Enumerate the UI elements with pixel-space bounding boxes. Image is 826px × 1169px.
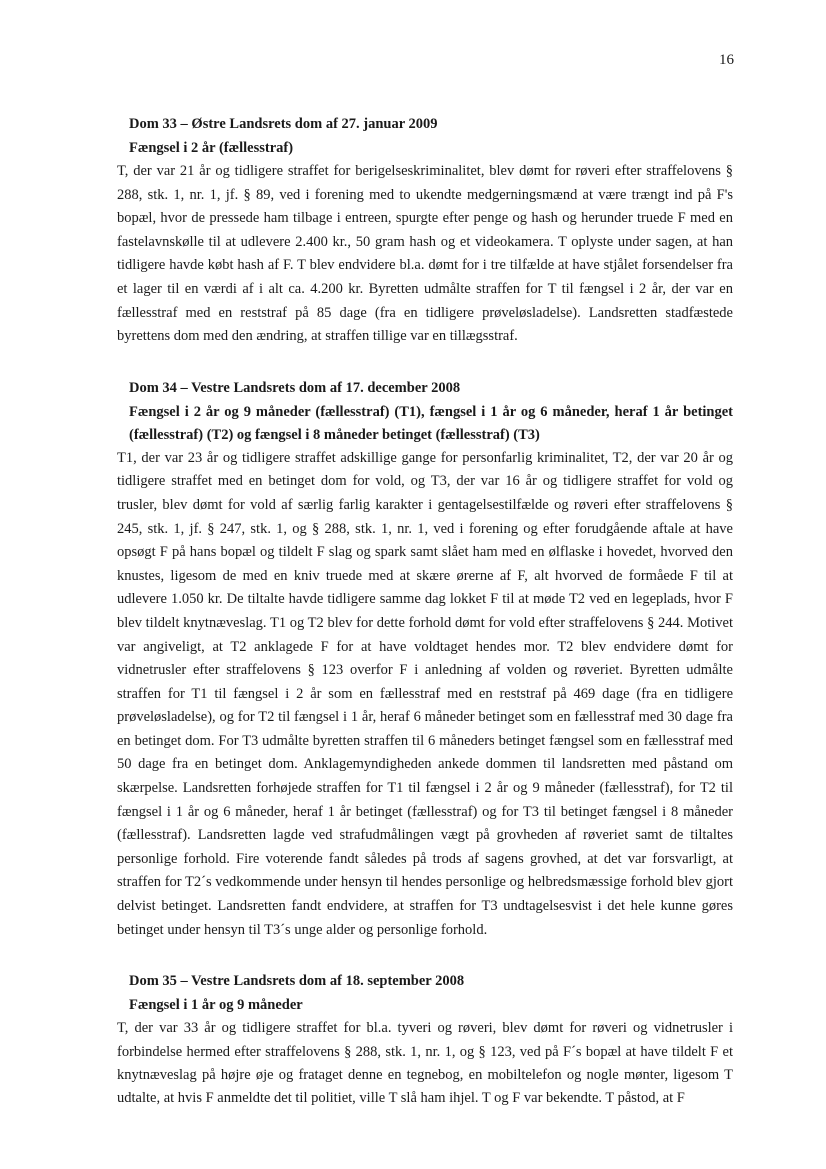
case-title: Dom 33 – Østre Landsrets dom af 27. januar 2009 xyxy=(129,116,438,132)
case-summary: T, der var 33 år og tidligere straffet for bl.a. tyveri og røveri, blev dømt for røveri og vidnetrusler i forbindelse hermed efter straffelovens § 288, stk. 1, nr. 1, og § 123, ved på F´s bopæl at have tildelt F et knytnæveslag på højre øje og frataget denne en tegnebog, en mobiltelefon og nogle mønter, ligesom T udtalte, at hvis F anmeldte det til politiet, ville T slå ham ihjel. T og F var bekendte. T påstod, at F xyxy=(117,1020,733,1107)
case-summary: T, der var 21 år og tidligere straffet for berigelseskriminalitet, blev dømt for røveri efter straffelovens § 288, stk. 1, nr. 1, jf. § 89, ved i forening med to ukendte medgerningsmænd at være trængt ind på F's bopæl, hvor de pressede ham tilbage i entreen, spurgte efter penge og hash og herunder truede F med en fastelavnskølle til at udlevere 2.400 kr., 50 gram hash og et videokamera. T oplyste under sagen, at han tidligere havde købt hash af F. T blev endvidere bl.a. dømt for i tre tilfælde at have stjålet forsendelser fra et lager til en værdi af i alt ca. 4.200 kr. Byretten udmålte straffen for T til fængsel i 2 år, der var en fællesstraf med en reststraf på 85 dage (fra en tidligere prøveløsladelse). Landsretten stadfæstede byrettens dom med den ændring, at straffen tillige var en tillægsstraf. xyxy=(117,163,733,345)
case-title: Dom 35 – Vestre Landsrets dom af 18. september 2008 xyxy=(129,973,465,990)
case-title: Dom 34 – Vestre Landsrets dom af 17. december 2008 xyxy=(129,379,461,396)
document-body xyxy=(117,113,733,1139)
case-sentence: Fængsel i 2 år (fællesstraf) xyxy=(129,140,294,156)
case-sentence: Fængsel i 1 år og 9 måneder xyxy=(129,997,303,1014)
case-summary: T1, der var 23 år og tidligere straffet adskillige gange for personfarlig kriminalitet, T2, der var 20 år og tidligere straffet med en betinget dom for vold, og T3, der var 16 år og tidligere straffet for vold og trusler, blev dømt for vold af særlig farlig karakter i gentagelsestilfælde og røveri efter straffelovens § 245, stk. 1, jf. § 247, stk. 1, og § 288, stk. 1, nr. 1, ved i forening og efter forudgående aftale at have opsøgt F på hans bopæl og tildelt F slag og spark samt slået ham med en ølflaske i hovedet, hvorved den knustes, ligesom de med en kniv truede med at skære ørerne af F, alt hvorved de formåede F til at udlevere 1.050 kr. De tiltalte havde tidligere samme dag lokket F til at møde T2 ved en legeplads, hvor F blev tildelt knytnæveslag. T1 og T2 blev for dette forhold dømt for vold efter straffelovens § 244. Motivet var angiveligt, at T2 anklagede F for at have voldtaget hendes mor. T2 blev endvidere dømt for vidnetrusler efter straffelovens § 123 overfor F i anledning af volden og røveriet. Byretten udmålte straffen for T1 til fængsel i 2 år som en fællesstraf med en reststraf på 469 dage (fra en tidligere prøveløsladelse), og for T2 til fængsel i 1 år, heraf 6 måneder betinget som en fællesstraf med 30 dage fra en betinget dom. For T3 udmålte byretten straffen til 6 måneders betinget fængsel som en fællesstraf med 50 dage fra en betinget dom. Anklagemyndigheden ankede dommen til landsretten med påstand om skærpelse. Landsretten forhøjede straffen for T1 til fængsel i 2 år og 9 måneder (fællesstraf), for T2 til fængsel i 1 år og 6 måneder, heraf 1 år betinget (fællesstraf) og for T3 til betinget fængsel i 8 måneder (fællesstraf). Landsretten lagde ved strafudmålingen vægt på grovheden af røveriet samt de tiltaltes personlige forhold. Fire voterende fandt således på trods af sagens grovhed, at det var forsvarligt, at straffen for T2´s vedkommende under hensyn til hendes personlige og helbredsmæssige forhold blev gjort delvist betinget. Landsretten fandt endvidere, at straffen for T3 undtagelsesvist i det hele kunne gøres betinget under hensyn til T3´s unge alder og personlige forhold. xyxy=(117,449,733,938)
case-dom-34 xyxy=(117,377,733,942)
case-sentence: Fængsel i 2 år og 9 måneder (fællesstraf) (T1), fængsel i 1 år og 6 måneder, heraf 1 år betinget (fællesstraf) (T2) og fængsel i 8 måneder betinget (fællesstraf) (T3) xyxy=(129,403,733,443)
page-number: 16 xyxy=(719,52,734,68)
case-dom-35 xyxy=(117,970,733,1111)
case-dom-33 xyxy=(117,113,733,349)
